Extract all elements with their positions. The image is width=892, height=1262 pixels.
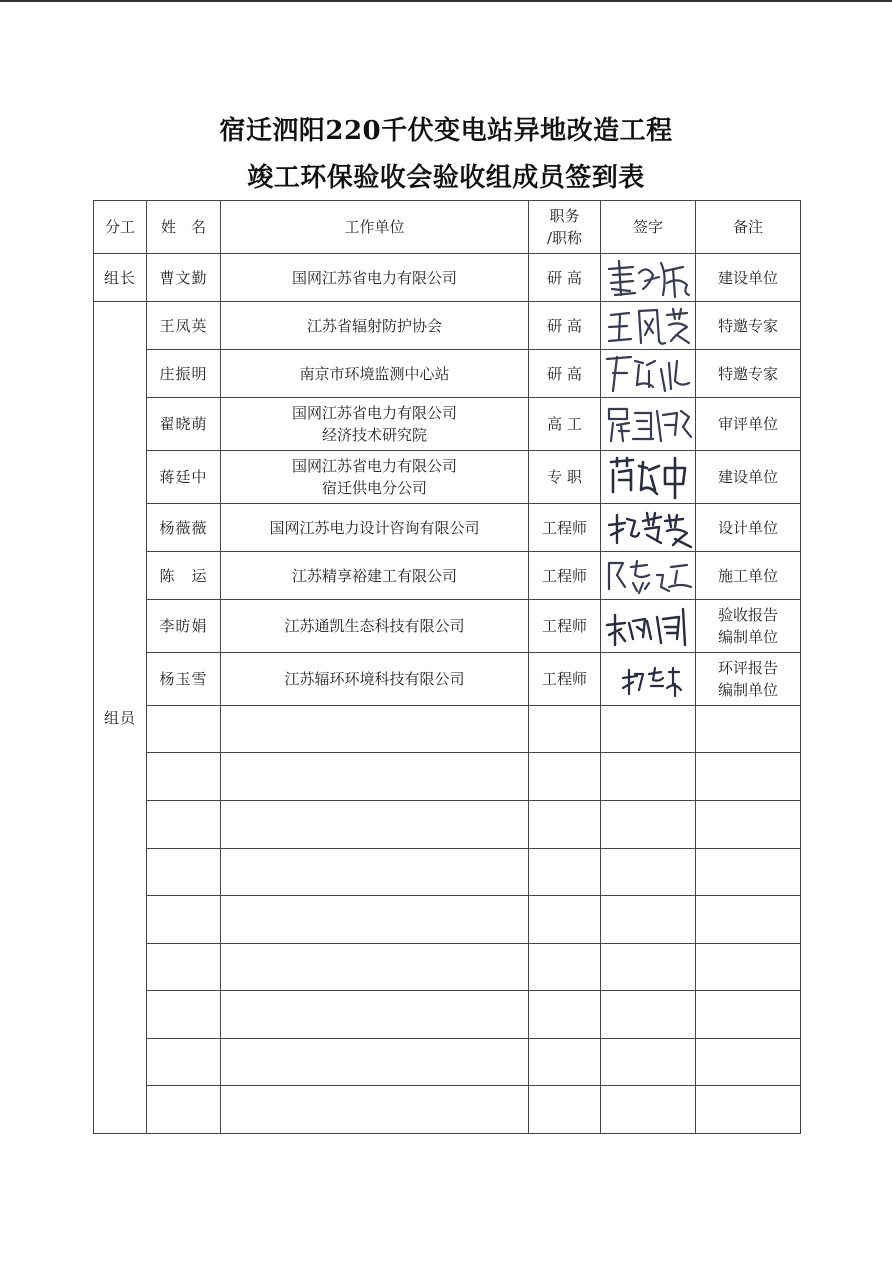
page-subtitle: 竣工环保验收会验收组成员签到表 — [247, 163, 645, 193]
table-row-leader — [94, 254, 801, 302]
handwritten-signature — [603, 454, 693, 500]
remark-line2: 编制单位 — [717, 628, 778, 646]
empty-row — [94, 991, 801, 1039]
remark-line1: 环评报告 — [717, 659, 778, 677]
remark-cell — [696, 653, 801, 706]
signature-cell — [601, 302, 696, 350]
header-remark: 备注 — [696, 201, 801, 254]
post-cell: 高 工 — [529, 398, 601, 451]
handwritten-signature — [603, 303, 693, 349]
header-role: 分工 — [94, 201, 147, 254]
org-cell: 江苏精享裕建工有限公司 — [221, 552, 529, 600]
remark-cell — [696, 801, 801, 849]
signature-cell — [601, 552, 696, 600]
signature-cell — [601, 600, 696, 653]
name-cell: 庄振明 — [147, 350, 221, 398]
table-row — [94, 302, 801, 350]
remark-cell: 特邀专家 — [696, 302, 801, 350]
table-row — [94, 552, 801, 600]
signature-cell — [601, 849, 696, 896]
table-row — [94, 451, 801, 504]
org-cell — [221, 1086, 529, 1134]
remark-cell — [696, 849, 801, 896]
handwritten-signature — [603, 603, 693, 649]
remark-cell — [696, 896, 801, 944]
name-cell — [147, 801, 221, 849]
remark-cell — [696, 600, 801, 653]
post-cell: 研 高 — [529, 350, 601, 398]
org-cell — [221, 451, 529, 504]
name-cell — [147, 944, 221, 991]
org-cell — [221, 398, 529, 451]
post-cell: 工程师 — [529, 653, 601, 706]
name-cell — [147, 991, 221, 1039]
remark-cell: 设计单位 — [696, 504, 801, 552]
signature-cell — [601, 706, 696, 753]
table-row — [94, 504, 801, 552]
name-cell: 陈 运 — [147, 552, 221, 600]
empty-row — [94, 896, 801, 944]
signature-cell — [601, 398, 696, 451]
name-cell: 杨薇薇 — [147, 504, 221, 552]
remark-cell — [696, 706, 801, 753]
post-cell — [529, 944, 601, 991]
org-line2: 经济技术研究院 — [321, 426, 427, 444]
header-row — [94, 201, 801, 254]
org-line1: 国网江苏省电力有限公司 — [291, 457, 457, 475]
table-row — [94, 398, 801, 451]
signature-cell — [601, 350, 696, 398]
name-cell — [147, 706, 221, 753]
signature-cell — [601, 653, 696, 706]
org-cell — [221, 849, 529, 896]
empty-row — [94, 1086, 801, 1134]
post-cell: 工程师 — [529, 600, 601, 653]
page-title: 宿迁泗阳220千伏变电站异地改造工程 — [219, 116, 673, 146]
remark-cell — [696, 944, 801, 991]
post-cell: 工程师 — [529, 552, 601, 600]
org-cell: 江苏通凯生态科技有限公司 — [221, 600, 529, 653]
name-cell — [147, 849, 221, 896]
handwritten-signature — [603, 351, 693, 397]
signature-cell — [601, 801, 696, 849]
role-cell-members: 组员 — [94, 302, 147, 1134]
post-cell — [529, 849, 601, 896]
name-cell — [147, 753, 221, 801]
org-cell — [221, 706, 529, 753]
header-post — [529, 201, 601, 254]
name-cell: 李昉娟 — [147, 600, 221, 653]
name-cell — [147, 1086, 221, 1134]
remark-cell: 施工单位 — [696, 552, 801, 600]
handwritten-signature — [603, 656, 693, 702]
post-cell: 研 高 — [529, 254, 601, 302]
org-cell — [221, 944, 529, 991]
name-cell: 曹文勤 — [147, 254, 221, 302]
name-cell — [147, 1039, 221, 1086]
empty-row — [94, 753, 801, 801]
post-cell — [529, 896, 601, 944]
post-cell — [529, 801, 601, 849]
remark-cell: 建设单位 — [696, 451, 801, 504]
role-cell-leader: 组长 — [94, 254, 147, 302]
remark-cell: 特邀专家 — [696, 350, 801, 398]
signature-cell — [601, 451, 696, 504]
header-post-line2: /职称 — [546, 229, 583, 247]
name-cell: 蒋廷中 — [147, 451, 221, 504]
signature-cell — [601, 753, 696, 801]
name-cell: 翟晓萌 — [147, 398, 221, 451]
org-cell: 江苏辐环环境科技有限公司 — [221, 653, 529, 706]
signature-cell — [601, 991, 696, 1039]
handwritten-signature — [603, 505, 693, 551]
signature-cell — [601, 1086, 696, 1134]
signature-cell — [601, 944, 696, 991]
header-sign: 签字 — [601, 201, 696, 254]
post-cell — [529, 991, 601, 1039]
header-name: 姓 名 — [147, 201, 221, 254]
post-cell — [529, 1039, 601, 1086]
remark-line1: 验收报告 — [717, 606, 778, 624]
org-line2: 宿迁供电分公司 — [321, 479, 427, 497]
empty-row — [94, 801, 801, 849]
name-cell — [147, 896, 221, 944]
table-row — [94, 350, 801, 398]
remark-cell — [696, 753, 801, 801]
empty-row — [94, 706, 801, 753]
table-row — [94, 600, 801, 653]
remark-line2: 编制单位 — [717, 681, 778, 699]
handwritten-signature — [603, 553, 693, 599]
org-line1: 国网江苏省电力有限公司 — [291, 404, 457, 422]
remark-cell: 审评单位 — [696, 398, 801, 451]
post-cell — [529, 1086, 601, 1134]
remark-cell — [696, 1039, 801, 1086]
empty-row — [94, 849, 801, 896]
org-cell: 国网江苏省电力有限公司 — [221, 254, 529, 302]
remark-cell — [696, 1086, 801, 1134]
post-cell: 工程师 — [529, 504, 601, 552]
name-cell: 王凤英 — [147, 302, 221, 350]
sign-in-table — [93, 200, 801, 1134]
empty-row — [94, 1039, 801, 1086]
remark-cell — [696, 991, 801, 1039]
signature-cell — [601, 896, 696, 944]
table-row — [94, 653, 801, 706]
signature-cell — [601, 254, 696, 302]
empty-row — [94, 944, 801, 991]
handwritten-signature — [603, 255, 693, 301]
header-org: 工作单位 — [221, 201, 529, 254]
header-post-line1: 职务 — [549, 207, 580, 225]
post-cell — [529, 706, 601, 753]
handwritten-signature — [603, 401, 693, 447]
top-border-line — [0, 0, 892, 2]
org-cell — [221, 801, 529, 849]
org-cell: 国网江苏电力设计咨询有限公司 — [221, 504, 529, 552]
remark-cell: 建设单位 — [696, 254, 801, 302]
org-cell — [221, 991, 529, 1039]
post-cell: 专 职 — [529, 451, 601, 504]
org-cell: 南京市环境监测中心站 — [221, 350, 529, 398]
signature-cell — [601, 1039, 696, 1086]
signature-cell — [601, 504, 696, 552]
name-cell: 杨玉雪 — [147, 653, 221, 706]
org-cell — [221, 896, 529, 944]
org-cell: 江苏省辐射防护协会 — [221, 302, 529, 350]
post-cell: 研 高 — [529, 302, 601, 350]
org-cell — [221, 1039, 529, 1086]
post-cell — [529, 753, 601, 801]
org-cell — [221, 753, 529, 801]
